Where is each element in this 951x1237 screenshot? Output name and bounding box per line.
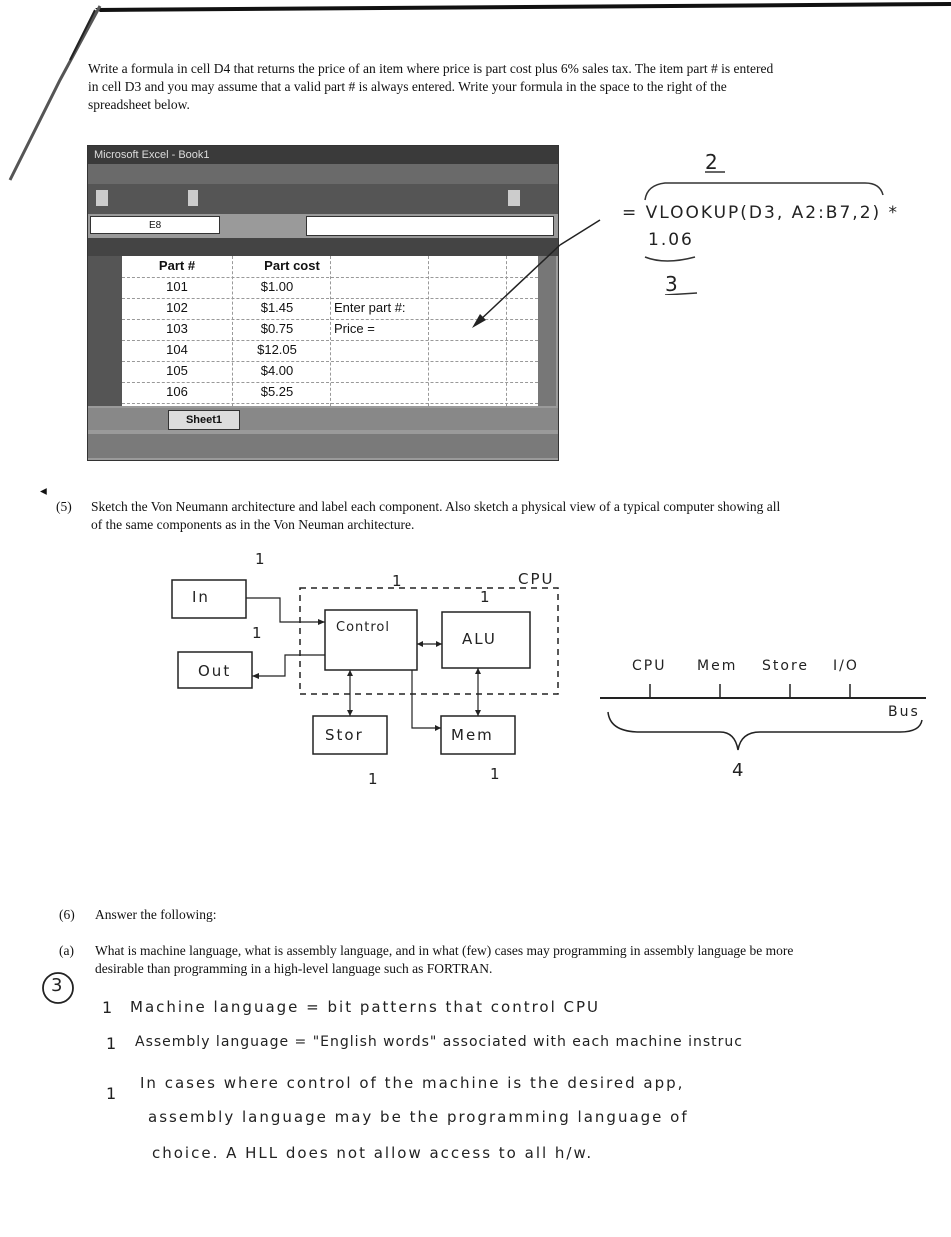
sheet-tab: Sheet1	[168, 410, 240, 430]
row-header	[88, 256, 122, 406]
answer-6-line4: assembly language may be the programming language of	[148, 1108, 689, 1126]
excel-menubar	[88, 164, 558, 184]
answer-6-mark: 1	[106, 1034, 119, 1053]
diagram-score: 1	[392, 572, 404, 590]
header-part: Part #	[158, 258, 196, 273]
status-bar	[88, 434, 558, 458]
page-bullet-mark: ◂	[40, 483, 47, 498]
answer-6-mark: 1	[106, 1084, 119, 1103]
part-cell: 101	[166, 279, 188, 294]
excel-title-bar: Microsoft Excel - Book1	[88, 146, 558, 164]
formula-arrow	[460, 200, 640, 340]
question-4-text	[88, 60, 908, 114]
cost-cell: $0.75	[260, 321, 294, 336]
diagram-mem-label: Mem	[451, 726, 494, 744]
answer-6-line1: Machine language = bit patterns that control CPU	[130, 998, 601, 1016]
answer-6-mark: 1	[102, 998, 115, 1017]
diagram-stor-label: Stor	[325, 726, 364, 744]
question-6-text: Answer the following:	[95, 907, 217, 922]
bus-label: Bus	[888, 704, 920, 720]
diagram-out-label: Out	[198, 662, 232, 680]
bus-label-io: I/O	[833, 658, 859, 674]
diagram-score: 1	[255, 550, 267, 568]
answer-6-line2: Assembly language = "English words" associated with each machine instruc	[135, 1034, 743, 1050]
cost-cell: $4.00	[260, 363, 294, 378]
diagram-cpu-label: CPU	[518, 570, 555, 588]
diagram-score: 1	[368, 770, 380, 788]
formula-answer-line1: = VLOOKUP(D3, A2:B7,2) *	[622, 203, 900, 223]
answer-6-line3: In cases where control of the machine is the desired app,	[140, 1074, 685, 1092]
diagram-in-label: In	[192, 588, 210, 606]
bus-score: 4	[732, 760, 746, 781]
question-4-line1: Write a formula in cell D4 that returns the price of an item where price is part cost plus 6% sales tax. The item part # is entered	[88, 61, 774, 76]
table-row	[122, 382, 538, 404]
question-6a-line1: What is machine language, what is assembly language, and in what (few) cases may programming in assembly language be more	[95, 943, 794, 958]
answer-6-line5: choice. A HLL does not allow access to all h/w.	[152, 1144, 594, 1162]
bus-label-cpu: CPU	[632, 658, 667, 674]
name-box: E8	[90, 216, 220, 234]
question-5-line2: of the same components as in the Von Neuman architecture.	[91, 517, 415, 532]
part-cell: 103	[166, 321, 188, 336]
cost-cell: $5.25	[260, 384, 294, 399]
bus-diagram	[600, 680, 940, 780]
diagram-alu-label: ALU	[462, 630, 497, 648]
diagram-score: 1	[490, 765, 502, 783]
table-row	[122, 340, 538, 362]
question-4-line2: in cell D3 and you may assume that a valid part # is always entered. Write your formula in the space to the right of the	[88, 79, 727, 94]
bus-label-mem: Mem	[697, 658, 738, 674]
question-6a-line2: desirable than programming in a high-level language such as FORTRAN.	[95, 961, 493, 976]
question-6a-text	[95, 942, 925, 978]
diagram-score: 1	[252, 624, 264, 642]
header-cost: Part cost	[264, 258, 320, 273]
formula-score-bottom: 3	[665, 272, 680, 296]
cost-cell: $1.00	[260, 279, 294, 294]
part-cell: 105	[166, 363, 188, 378]
bus-label-store: Store	[762, 658, 810, 674]
diagram-control-label: Control	[336, 620, 390, 635]
cost-cell: $1.45	[260, 300, 294, 315]
question-5-line1: Sketch the Von Neumann architecture and label each component. Also sketch a physical view of a typical computer showing all	[91, 499, 781, 514]
diagram-score: 1	[480, 588, 492, 606]
label-cell: Enter part #:	[334, 300, 406, 315]
question-5-number: (5)	[56, 499, 72, 514]
answer-6-score: 3	[51, 975, 65, 996]
cost-cell: $12.05	[257, 342, 297, 357]
label-cell: Price =	[334, 321, 375, 336]
question-5-text	[91, 498, 921, 534]
formula-score-top: 2	[705, 150, 720, 174]
question-6-number: (6)	[59, 907, 75, 922]
part-cell: 106	[166, 384, 188, 399]
part-cell: 104	[166, 342, 188, 357]
table-row	[122, 361, 538, 383]
question-4-line3: spreadsheet below.	[88, 97, 190, 112]
formula-answer-line2: 1.06	[648, 230, 694, 250]
von-neumann-diagram	[160, 560, 580, 800]
question-6a-label: (a)	[59, 943, 74, 958]
sheet-tab-bar	[88, 408, 558, 430]
part-cell: 102	[166, 300, 188, 315]
